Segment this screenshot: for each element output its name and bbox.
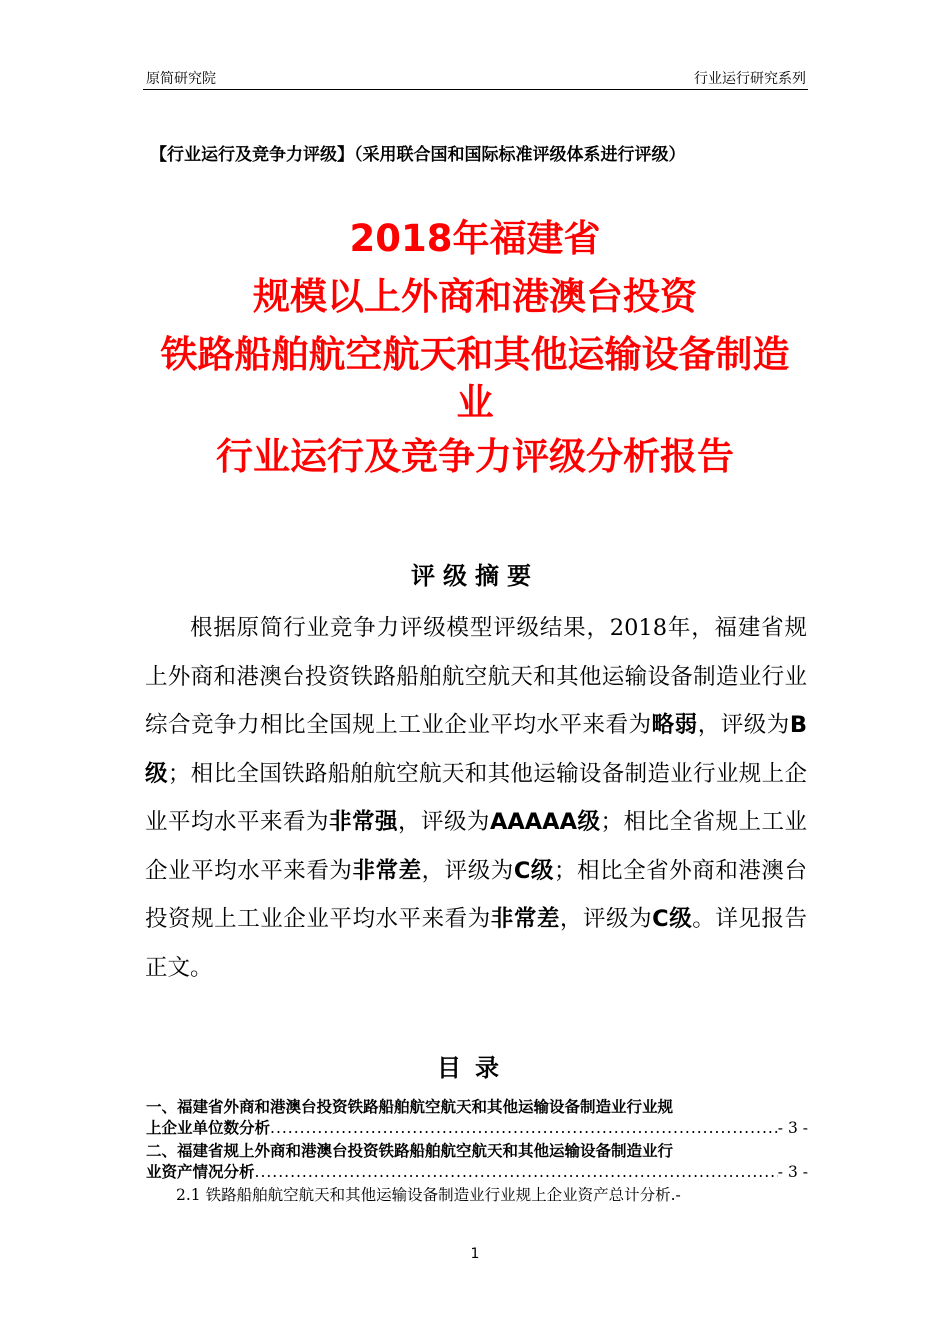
summary-text-run: ，评级为 <box>697 712 790 738</box>
toc-entry-2[interactable] <box>146 1141 808 1183</box>
summary-text-run: ，评级为 <box>397 809 490 835</box>
title-line-scope: 规模以上外商和港澳台投资 <box>253 275 697 318</box>
summary-text-run: ；相比全国铁路船舶航空航天和其他运输设备制造业行业规上企业平均水平来看为 <box>145 760 807 835</box>
toc-entry-2-title[interactable]: 二、福建省规上外商和港澳台投资铁路船舶航空航天和其他运输设备制造业行 <box>146 1142 674 1160</box>
toc-entry-1[interactable] <box>146 1097 808 1139</box>
page-number: 1 <box>470 1246 480 1262</box>
summary-paragraph <box>145 604 807 992</box>
toc-entry-1-title-cont[interactable]: 上企业单位数分析 <box>146 1119 271 1137</box>
title-line-report: 行业运行及竞争力评级分析报告 <box>216 435 734 478</box>
summary-rating-emphasis: 非常差 <box>352 857 422 884</box>
summary-rating-emphasis: 非常强 <box>328 809 398 835</box>
summary-heading: 评级摘要 <box>411 562 539 590</box>
toc-entry-2-page[interactable]: - 3 - <box>777 1163 808 1181</box>
header-institute: 原简研究院 <box>146 71 216 87</box>
summary-text-run: ，评级为 <box>421 857 514 884</box>
summary-text-run: ；相比全省外商和港澳台投资规上工业企业平均水平来看为 <box>145 857 807 932</box>
title-line-year-province: 2018年福建省 <box>349 217 601 260</box>
report-title <box>140 210 810 486</box>
summary-rating-emphasis: C级 <box>652 906 693 932</box>
header-rule <box>143 89 808 90</box>
rating-tag: 【行业运行及竞争力评级】（采用联合国和国际标准评级体系进行评级） <box>150 145 686 165</box>
toc-leader-dots <box>270 1118 778 1139</box>
summary-rating-emphasis: AAAAA级 <box>489 809 601 835</box>
toc-entry-1-page[interactable]: - 3 - <box>777 1119 808 1137</box>
summary-rating-emphasis: 非常差 <box>490 906 560 932</box>
toc-leader-dots <box>255 1162 778 1183</box>
summary-text-run: ；相比全省规上工业企业平均水平来看为 <box>145 809 807 884</box>
summary-text-run: 。详见报告正文。 <box>145 906 807 981</box>
toc-entry-2-title-cont[interactable]: 业资产情况分析 <box>146 1163 255 1181</box>
summary-text-run: 根据原简行业竞争力评级模型评级结果，2018年，福建省规上外商和港澳台投资铁路船舶航空航天和其他运输设备制造业行业综合竞争力相比全国规上工业企业平均水平来看为 <box>145 615 807 738</box>
toc-subentry-2-1[interactable]: 2.1 铁路船舶航空航天和其他运输设备制造业行业规上企业资产总计分析.- <box>176 1186 681 1204</box>
summary-rating-emphasis: C级 <box>513 857 554 884</box>
header-series: 行业运行研究系列 <box>694 71 806 87</box>
summary-rating-emphasis: 略弱 <box>651 712 698 738</box>
title-line-industry: 铁路船舶航空航天和其他运输设备制造 <box>160 333 790 376</box>
title-line-industry-tail: 业 <box>456 381 494 424</box>
summary-rating-emphasis: B级 <box>145 712 807 787</box>
toc-heading: 目录 <box>437 1054 513 1082</box>
summary-text-run: ，评级为 <box>559 906 653 932</box>
toc-entry-1-title[interactable]: 一、福建省外商和港澳台投资铁路船舶航空航天和其他运输设备制造业行业规 <box>146 1098 674 1116</box>
table-of-contents <box>146 1097 808 1206</box>
